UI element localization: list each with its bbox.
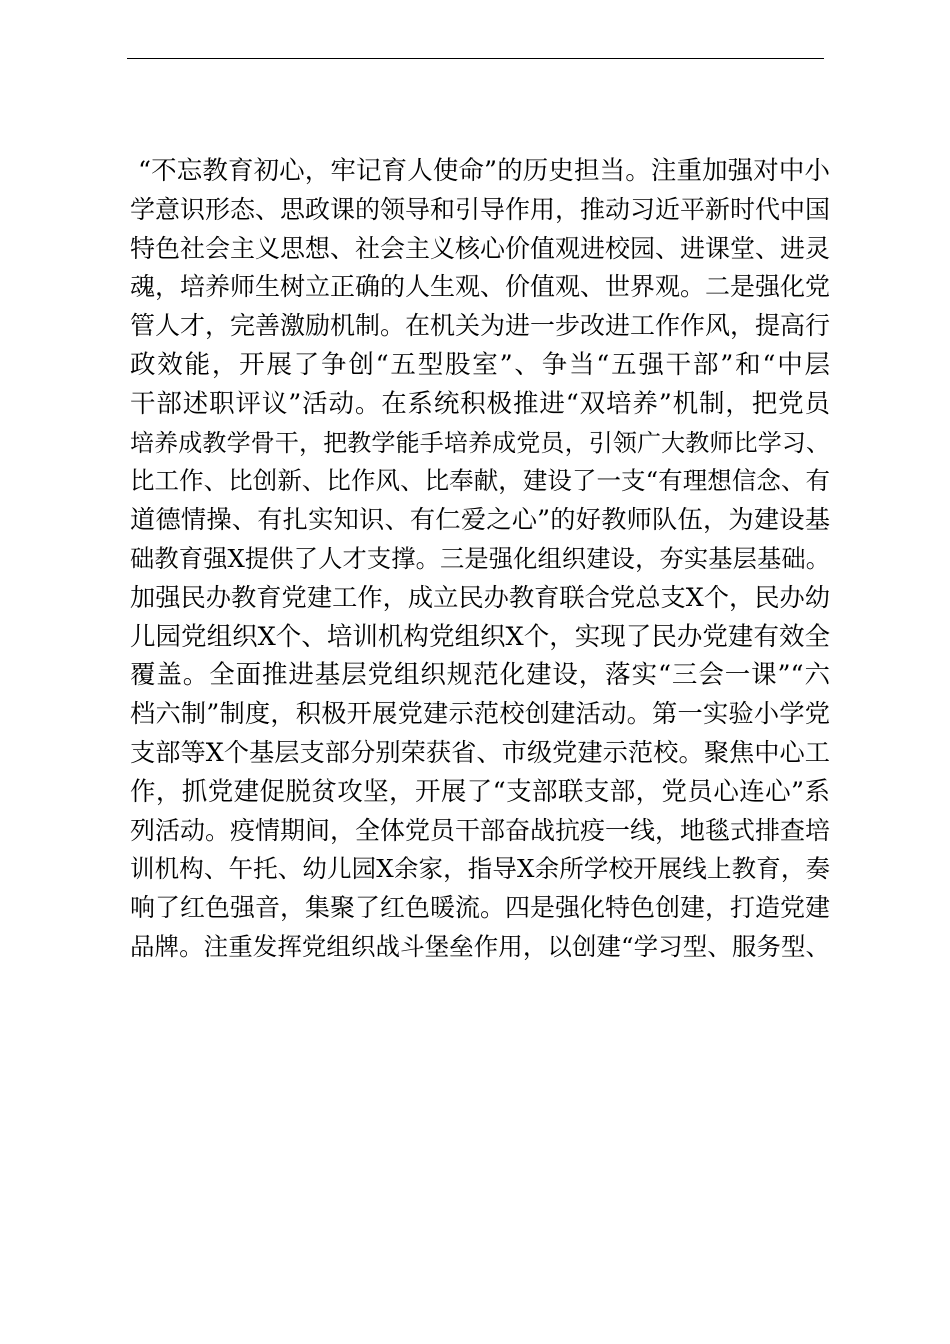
text-line: 加强民办教育党建工作，成立民办教育联合党总支X个，民办幼 bbox=[130, 582, 830, 612]
text-line: 覆盖。全面推进基层党组织规范化建设，落实“三会一课”“六 bbox=[130, 660, 830, 691]
text-line: 培养成教学骨干，把教学能手培养成党员，引领广大教师比学习、 bbox=[130, 428, 830, 457]
text-line: 训机构、午托、幼儿园X余家，指导X余所学校开展线上教育，奏 bbox=[130, 854, 830, 884]
text-line: 品牌。注重发挥党组织战斗堡垒作用，以创建“学习型、服务型、 bbox=[130, 931, 830, 961]
text-line: 列活动。疫情期间，全体党员干部奋战抗疫一线，地毯式排查培 bbox=[130, 815, 831, 845]
body-paragraph bbox=[130, 152, 830, 967]
text-line: 支部等X个基层支部分别荣获省、市级党建示范校。聚焦中心工 bbox=[130, 737, 830, 767]
text-line: “不忘教育初心，牢记育人使命”的历史担当。注重加强对中小 bbox=[138, 156, 830, 186]
text-line: 学意识形态、思政课的领导和引导作用，推动习近平新时代中国 bbox=[130, 194, 831, 224]
text-line: 儿园党组织X个、培训机构党组织X个，实现了民办党建有效全 bbox=[130, 621, 830, 652]
text-line: 政效能，开展了争创“五型股室”、争当“五强干部”和“中层 bbox=[130, 349, 830, 380]
text-line: 管人才，完善激励机制。在机关为进一步改进工作作风，提高行 bbox=[130, 311, 831, 341]
text-line: 础教育强X提供了人才支撑。三是强化组织建设，夯实基层基础。 bbox=[130, 543, 830, 573]
text-line: 道德情操、有扎实知识、有仁爱之心”的好教师队伍，为建设基 bbox=[130, 505, 830, 535]
text-line: 干部述职评议”活动。在系统积极推进“双培养”机制，把党员 bbox=[130, 388, 830, 419]
text-line: 魂，培养师生树立正确的人生观、价值观、世界观。二是强化党 bbox=[130, 272, 831, 302]
text-line: 档六制”制度，积极开展党建示范校创建活动。第一实验小学党 bbox=[130, 699, 830, 729]
text-line: 特色社会主义思想、社会主义核心价值观进校园、进课堂、进灵 bbox=[130, 233, 831, 263]
text-line: 作，抓党建促脱贫攻坚，开展了“支部联支部，党员心连心”系 bbox=[130, 776, 830, 807]
text-line: 比工作、比创新、比作风、比奉献，建设了一支“有理想信念、有 bbox=[130, 466, 830, 496]
text-line: 响了红色强音，集聚了红色暖流。四是强化特色创建，打造党建 bbox=[130, 893, 831, 923]
header-rule bbox=[127, 58, 824, 59]
